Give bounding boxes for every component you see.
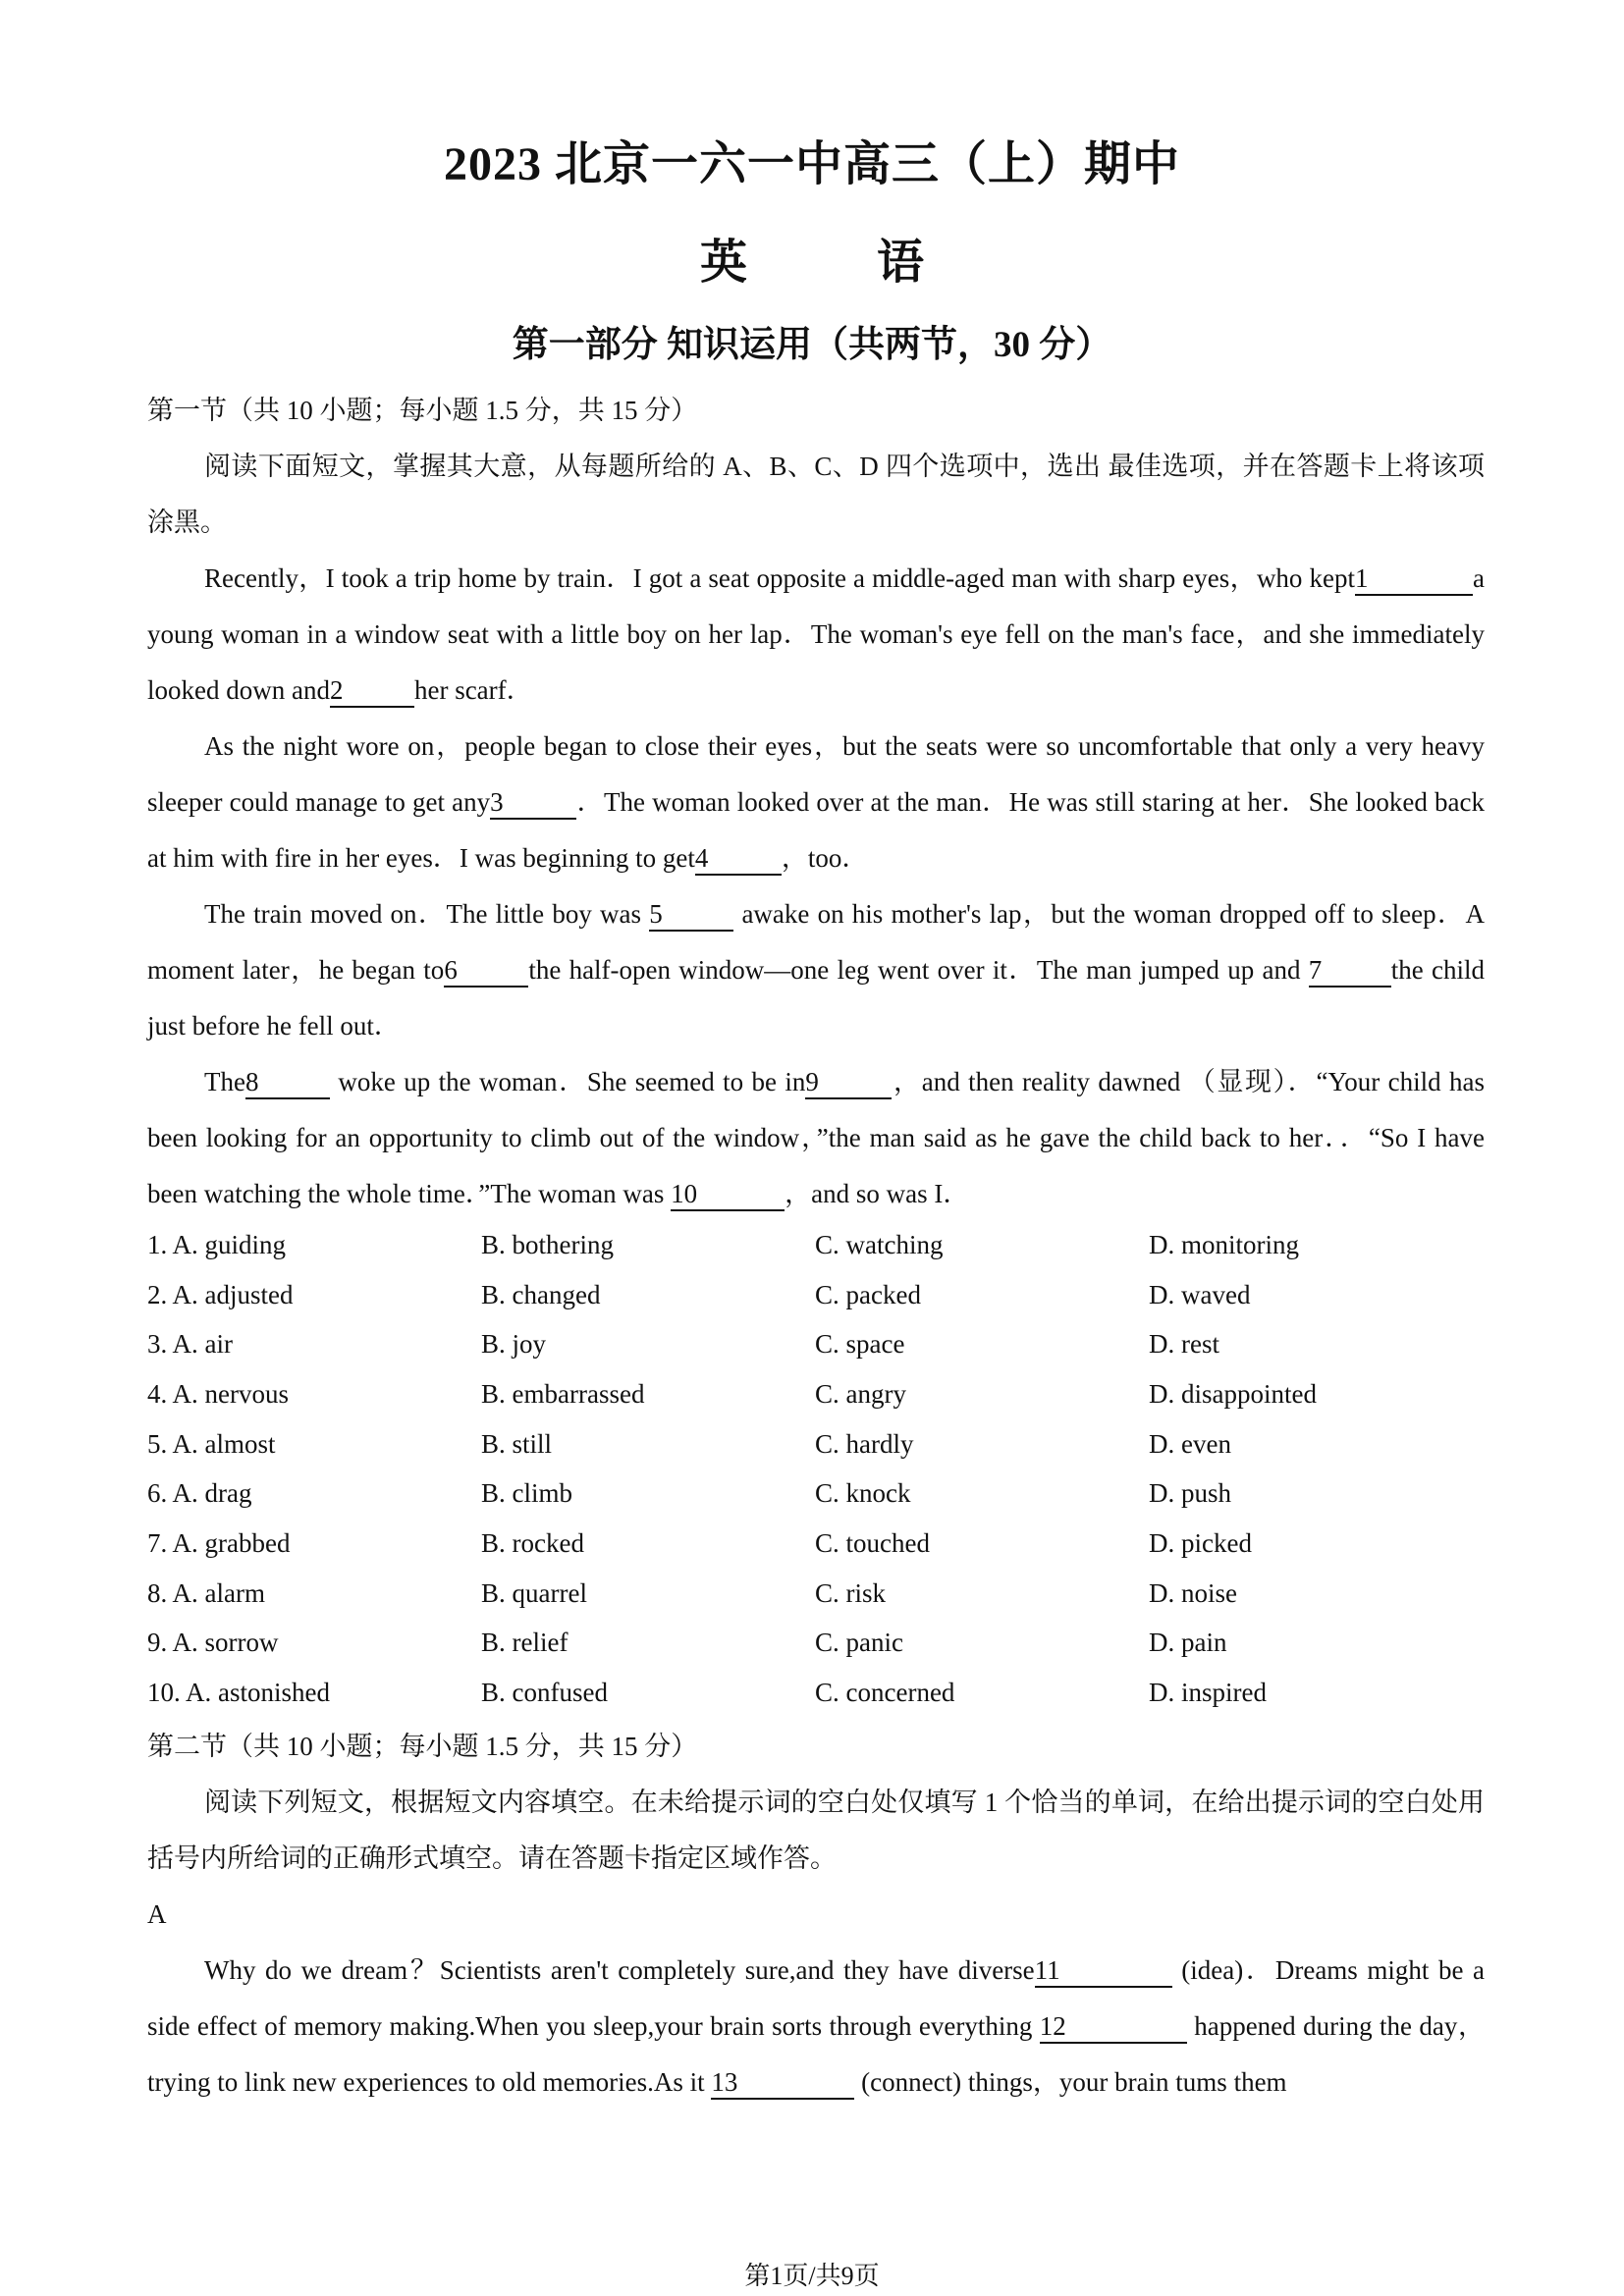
paragraph-text: ．The woman looked over at the man．He was still staring at her．She looked back at him with fire in her eyes．I was beginning to get	[147, 787, 1485, 873]
option-a[interactable]: 4. A. nervous	[147, 1378, 289, 1409]
option-d[interactable]: D. noise	[1149, 1577, 1237, 1608]
section-2	[147, 1719, 1485, 2110]
section-2-heading: 第二节（共 10 小题；每小题 1.5 分，共 15 分）	[147, 1732, 698, 1761]
section-1-heading: 第一节（共 10 小题；每小题 1.5 分，共 15 分）	[147, 396, 698, 425]
paragraph-text: (connect) things，your brain tums them	[861, 2067, 1287, 2097]
blank-7[interactable]: 7	[1309, 955, 1391, 988]
exam-title: 2023 北京一六一中高三（上）期中	[443, 138, 1180, 190]
option-a[interactable]: 6. A. drag	[147, 1478, 252, 1509]
paragraph-text: woke up the woman．She seemed to be in	[338, 1067, 806, 1096]
option-c[interactable]: C. risk	[815, 1577, 887, 1608]
option-row	[147, 1668, 1485, 1718]
option-d[interactable]: D. monitoring	[1149, 1229, 1299, 1259]
option-row	[147, 1569, 1485, 1619]
option-c[interactable]: C. packed	[815, 1279, 921, 1309]
blank-5[interactable]: 5	[649, 899, 733, 932]
option-b[interactable]: B. confused	[481, 1678, 608, 1708]
paragraph-text: Why do we dream？Scientists aren't completely sure,and they have diverse	[204, 1955, 1035, 1985]
option-d[interactable]: D. pain	[1149, 1628, 1227, 1658]
option-c[interactable]: C. space	[815, 1329, 905, 1360]
paragraph-text: ，and so was I．	[785, 1179, 970, 1208]
option-row	[147, 1419, 1485, 1469]
option-a[interactable]: 2. A. adjusted	[147, 1279, 294, 1309]
option-c[interactable]: C. hardly	[815, 1428, 914, 1459]
paragraph-text: a young woman in a window seat with a little boy on her lap．The woman's eye fell on the man's face，and she immediately looked down and	[147, 563, 1485, 705]
option-c[interactable]: C. touched	[815, 1527, 930, 1558]
option-d[interactable]: D. push	[1149, 1478, 1232, 1509]
paragraph-text: the half-open window—one leg went over it．The man jumped up and	[528, 955, 1301, 985]
passage-label: A	[147, 1899, 167, 1929]
option-row	[147, 1270, 1485, 1320]
option-d[interactable]: D. waved	[1149, 1279, 1251, 1309]
section-1	[147, 383, 1485, 1222]
part-title: 第一部分 知识运用（共两节，30 分）	[512, 325, 1112, 365]
option-row	[147, 1220, 1485, 1270]
option-d[interactable]: D. even	[1149, 1428, 1231, 1459]
option-b[interactable]: B. bothering	[481, 1229, 614, 1259]
blank-6[interactable]: 6	[444, 955, 528, 988]
option-row	[147, 1319, 1485, 1369]
option-a[interactable]: 10. A. astonished	[147, 1678, 330, 1708]
paragraph-text: (idea)．Dreams might be a side effect of memory making.When you sleep,your brain sorts through everything	[147, 1955, 1486, 2041]
blank-3[interactable]: 3	[490, 787, 576, 820]
option-d[interactable]: D. disappointed	[1149, 1378, 1317, 1409]
option-row	[147, 1369, 1485, 1419]
option-d[interactable]: D. rest	[1149, 1329, 1219, 1360]
cloze-paragraph-3	[147, 886, 1485, 1054]
paragraph-text: The train moved on．The little boy was	[204, 899, 642, 929]
paragraph-text: The	[204, 1067, 245, 1096]
option-a[interactable]: 9. A. sorrow	[147, 1628, 279, 1658]
option-row	[147, 1468, 1485, 1519]
option-a[interactable]: 7. A. grabbed	[147, 1527, 291, 1558]
option-a[interactable]: 5. A. almost	[147, 1428, 276, 1459]
paragraph-text: her scarf．	[413, 675, 533, 705]
option-b[interactable]: B. relief	[481, 1628, 568, 1658]
option-b[interactable]: B. still	[481, 1428, 553, 1459]
paragraph-text: ，and then reality dawned （显现）．“Your child has been looking for an opportunity to climb out of the window，”the man said as he gave the child back to her．．“So I have been watching the whole time．”The woman was	[147, 1067, 1486, 1208]
blank-9[interactable]: 9	[805, 1067, 892, 1099]
option-row	[147, 1619, 1485, 1669]
section-2-instruction: 阅读下列短文，根据短文内容填空。在未给提示词的空白处仅填写 1 个恰当的单词，在给出提示词的空白处用括号内所给词的正确形式填空。请在答题卡指定区域作答。	[147, 1788, 1485, 1873]
option-a[interactable]: 8. A. alarm	[147, 1577, 265, 1608]
option-d[interactable]: D. picked	[1149, 1527, 1252, 1558]
blank-11[interactable]: 11	[1035, 1955, 1172, 1988]
option-d[interactable]: D. inspired	[1149, 1678, 1267, 1708]
paragraph-text: awake on his mother's lap，but the woman dropped off to sleep．A moment later，he began to	[147, 899, 1485, 985]
option-b[interactable]: B. embarrassed	[481, 1378, 645, 1409]
option-c[interactable]: C. angry	[815, 1378, 906, 1409]
subject-title: 英 语	[699, 237, 983, 289]
blank-13[interactable]: 13	[711, 2067, 854, 2100]
option-c[interactable]: C. knock	[815, 1478, 911, 1509]
paragraph-text: As the night wore on，people began to close their eyes，but the seats were so uncomfortable that only a very heavy sleeper could manage to get any	[147, 731, 1485, 817]
page-footer: 第1页/共9页	[744, 2262, 880, 2290]
option-b[interactable]: B. climb	[481, 1478, 572, 1509]
option-b[interactable]: B. changed	[481, 1279, 601, 1309]
cloze-paragraph-4	[147, 1054, 1485, 1222]
option-b[interactable]: B. rocked	[481, 1527, 584, 1558]
blank-10[interactable]: 10	[671, 1179, 785, 1211]
cloze-paragraph-1	[147, 551, 1485, 719]
option-a[interactable]: 3. A. air	[147, 1329, 233, 1360]
blank-4[interactable]: 4	[695, 843, 782, 876]
option-c[interactable]: C. concerned	[815, 1678, 955, 1708]
option-row	[147, 1519, 1485, 1569]
blank-1[interactable]: 1	[1355, 563, 1473, 596]
grammar-paragraph-1	[147, 1943, 1485, 2110]
cloze-paragraph-2	[147, 719, 1485, 886]
paragraph-text: Recently，I took a trip home by train．I got a seat opposite a middle-aged man with sharp eyes，who kept	[204, 563, 1356, 593]
option-b[interactable]: B. quarrel	[481, 1577, 587, 1608]
blank-8[interactable]: 8	[245, 1067, 330, 1099]
options-table	[147, 1220, 1485, 1718]
blank-2[interactable]: 2	[330, 675, 414, 708]
paragraph-text: the child just before he fell out．	[147, 955, 1486, 1041]
section-1-instruction: 阅读下面短文，掌握其大意，从每题所给的 A、B、C、D 四个选项中，选出 最佳选项，并在答题卡上将该项涂黑。	[147, 452, 1485, 537]
paragraph-text: happened during the day，trying to link new experiences to old memories.As it	[147, 2011, 1486, 2097]
paragraph-text: ，too．	[781, 843, 869, 873]
blank-12[interactable]: 12	[1040, 2011, 1187, 2044]
option-c[interactable]: C. watching	[815, 1229, 944, 1259]
option-a[interactable]: 1. A. guiding	[147, 1229, 287, 1259]
option-c[interactable]: C. panic	[815, 1628, 903, 1658]
option-b[interactable]: B. joy	[481, 1329, 547, 1360]
